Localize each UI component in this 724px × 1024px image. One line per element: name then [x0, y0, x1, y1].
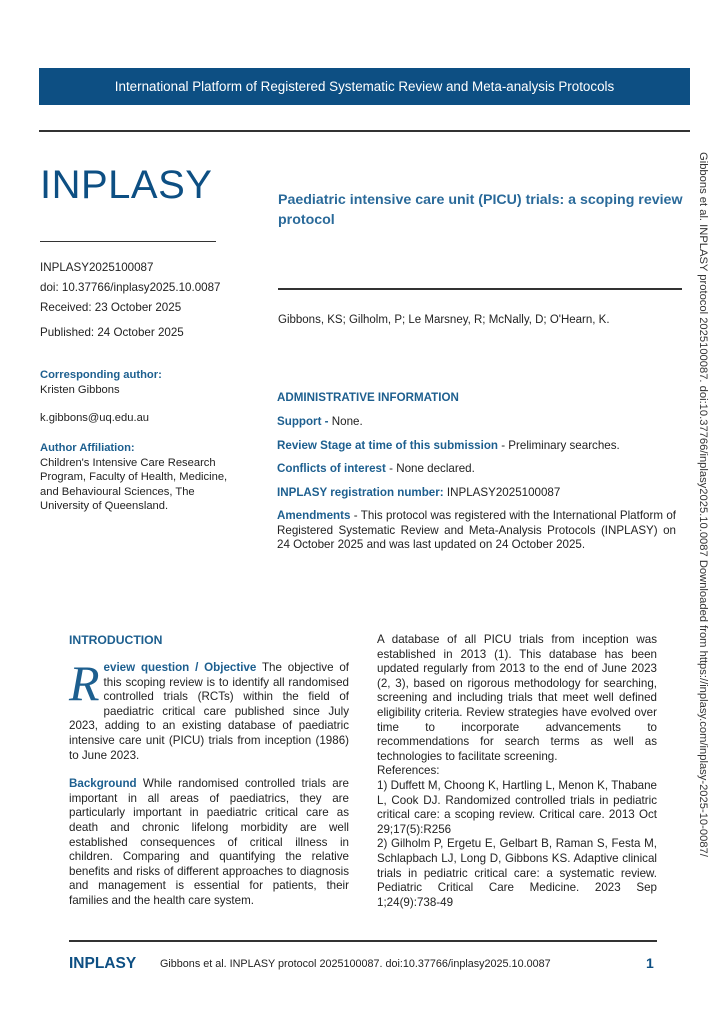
amendments-label: Amendments — [277, 509, 351, 522]
registration-label: INPLASY registration number: — [277, 486, 444, 499]
introduction-heading: INTRODUCTION — [69, 633, 163, 647]
database-paragraph: A database of all PICU trials from inception was established in 2013 (1). This database has been updated regularly from 2013 to the end of June 2023 (2, 3), based on rigorous methodology for searching, screening and including trials that meet well defined eligibility criteria. Review strategies have evolved over time to incorporate advancements to recommendations for search terms as well as technologies to facilitate screening. — [377, 633, 657, 763]
header-banner: International Platform of Registered Systematic Review and Meta-analysis Protocols — [39, 68, 690, 105]
references-label: References: — [377, 764, 440, 778]
support-value: None. — [331, 415, 363, 428]
introduction-left-column — [69, 655, 350, 909]
author-affiliation-text: Children's Intensive Care Research Program, Faculty of Health, Medicine, and Behavioural Sciences, The University of Queensland. — [40, 456, 228, 513]
received-date: Received: 23 October 2025 — [40, 301, 182, 314]
logo-rule — [40, 241, 216, 242]
corresponding-author-email[interactable]: k.gibbons@uq.edu.au — [40, 412, 150, 425]
admin-stage — [277, 439, 676, 454]
stage-value: - Preliminary searches. — [501, 439, 620, 452]
stage-label: Review Stage at time of this submission — [277, 439, 498, 452]
review-question-label: eview question / Objective — [103, 661, 257, 674]
footer-logo: INPLASY — [69, 955, 137, 972]
reference-1: 1) Duffett M, Choong K, Hartling L, Menon K, Thabane L, Cook DJ. Randomized controlled trials in pediatric critical care: a scoping review. Critical care. 2013 Oct 29;17(5):R256 — [377, 778, 657, 836]
background-text: While randomised controlled trials are important in all areas of paediatrics, they are particularly important in paediatric critical care as death and chronic lifelong morbidity are well established consequences of critical illness in children. Comparing and quantifying the relative benefits and risks of different approaches to diagnosis and management is essential for patients, their families and the health care system. — [69, 777, 349, 907]
admin-registration — [277, 486, 676, 501]
review-question-paragraph — [69, 655, 350, 763]
review-question-text: The objective of this scoping review is to identify all randomised controlled trials (RCTs) within the field of paediatric critical care published since July 2023, adding to an existing database of paediatric intensive care unit (PICU) trials from inception (1986) to June 2023. — [69, 661, 350, 762]
admin-support — [277, 415, 676, 430]
published-date: Published: 24 October 2025 — [40, 326, 184, 339]
reference-2: 2) Gilholm P, Ergetu E, Gelbart B, Raman S, Festa M, Schlapbach LJ, Long D, Gibbons KS. Adaptive clinical trials in pediatric critical care: a systematic review. Pediatric Critical Care Medicine. 2023 Sep 1;24(9):738-49 — [377, 837, 657, 909]
header-rule — [39, 130, 690, 132]
admin-heading — [277, 391, 676, 406]
conflicts-label: Conflicts of interest — [277, 462, 386, 475]
registration-value: INPLASY2025100087 — [446, 486, 561, 499]
support-label: Support - — [277, 415, 329, 428]
title-rule — [278, 288, 682, 290]
admin-conflicts — [277, 462, 676, 477]
dropcap-letter: R — [69, 655, 100, 711]
conflicts-value: - None declared. — [389, 462, 475, 475]
admin-amendments — [277, 509, 676, 553]
download-notice: Gibbons et al. INPLASY protocol 2025100087. doi:10.37766/inplasy2025.10.0087 Downloaded from https://inplasy.com/inplasy-2025-10-0087/ — [697, 152, 709, 857]
corresponding-author-name: Kristen Gibbons — [40, 383, 120, 396]
author-affiliation-label: Author Affiliation: — [40, 442, 135, 454]
doi[interactable]: doi: 10.37766/inplasy2025.10.0087 — [40, 281, 221, 294]
corresponding-author-label: Corresponding author: — [40, 369, 162, 381]
author-list: Gibbons, KS; Gilholm, P; Le Marsney, R; McNally, D; O'Hearn, K. — [278, 314, 610, 326]
inplasy-logo: INPLASY — [40, 163, 213, 207]
paper-title: Paediatric intensive care unit (PICU) trials: a scoping review protocol — [278, 192, 683, 228]
background-paragraph — [69, 777, 349, 908]
corresponding-author — [40, 368, 240, 426]
footer-citation: Gibbons et al. INPLASY protocol 2025100087. doi:10.37766/inplasy2025.10.0087 — [160, 958, 551, 970]
amendments-value: - This protocol was registered with the International Platform of Registered Systematic Review and Meta-Analysis Protocols (INPLASY) on 24 October 2025 and was last updated on 24 October 2025. — [277, 509, 676, 552]
protocol-id: INPLASY2025100087 — [40, 261, 154, 274]
admin-heading-text: ADMINISTRATIVE INFORMATION — [277, 391, 459, 404]
author-affiliation — [40, 441, 236, 514]
page-number: 1 — [646, 955, 654, 971]
background-label: Background — [69, 777, 137, 791]
introduction-right-column — [377, 633, 657, 910]
footer-rule — [69, 940, 657, 942]
